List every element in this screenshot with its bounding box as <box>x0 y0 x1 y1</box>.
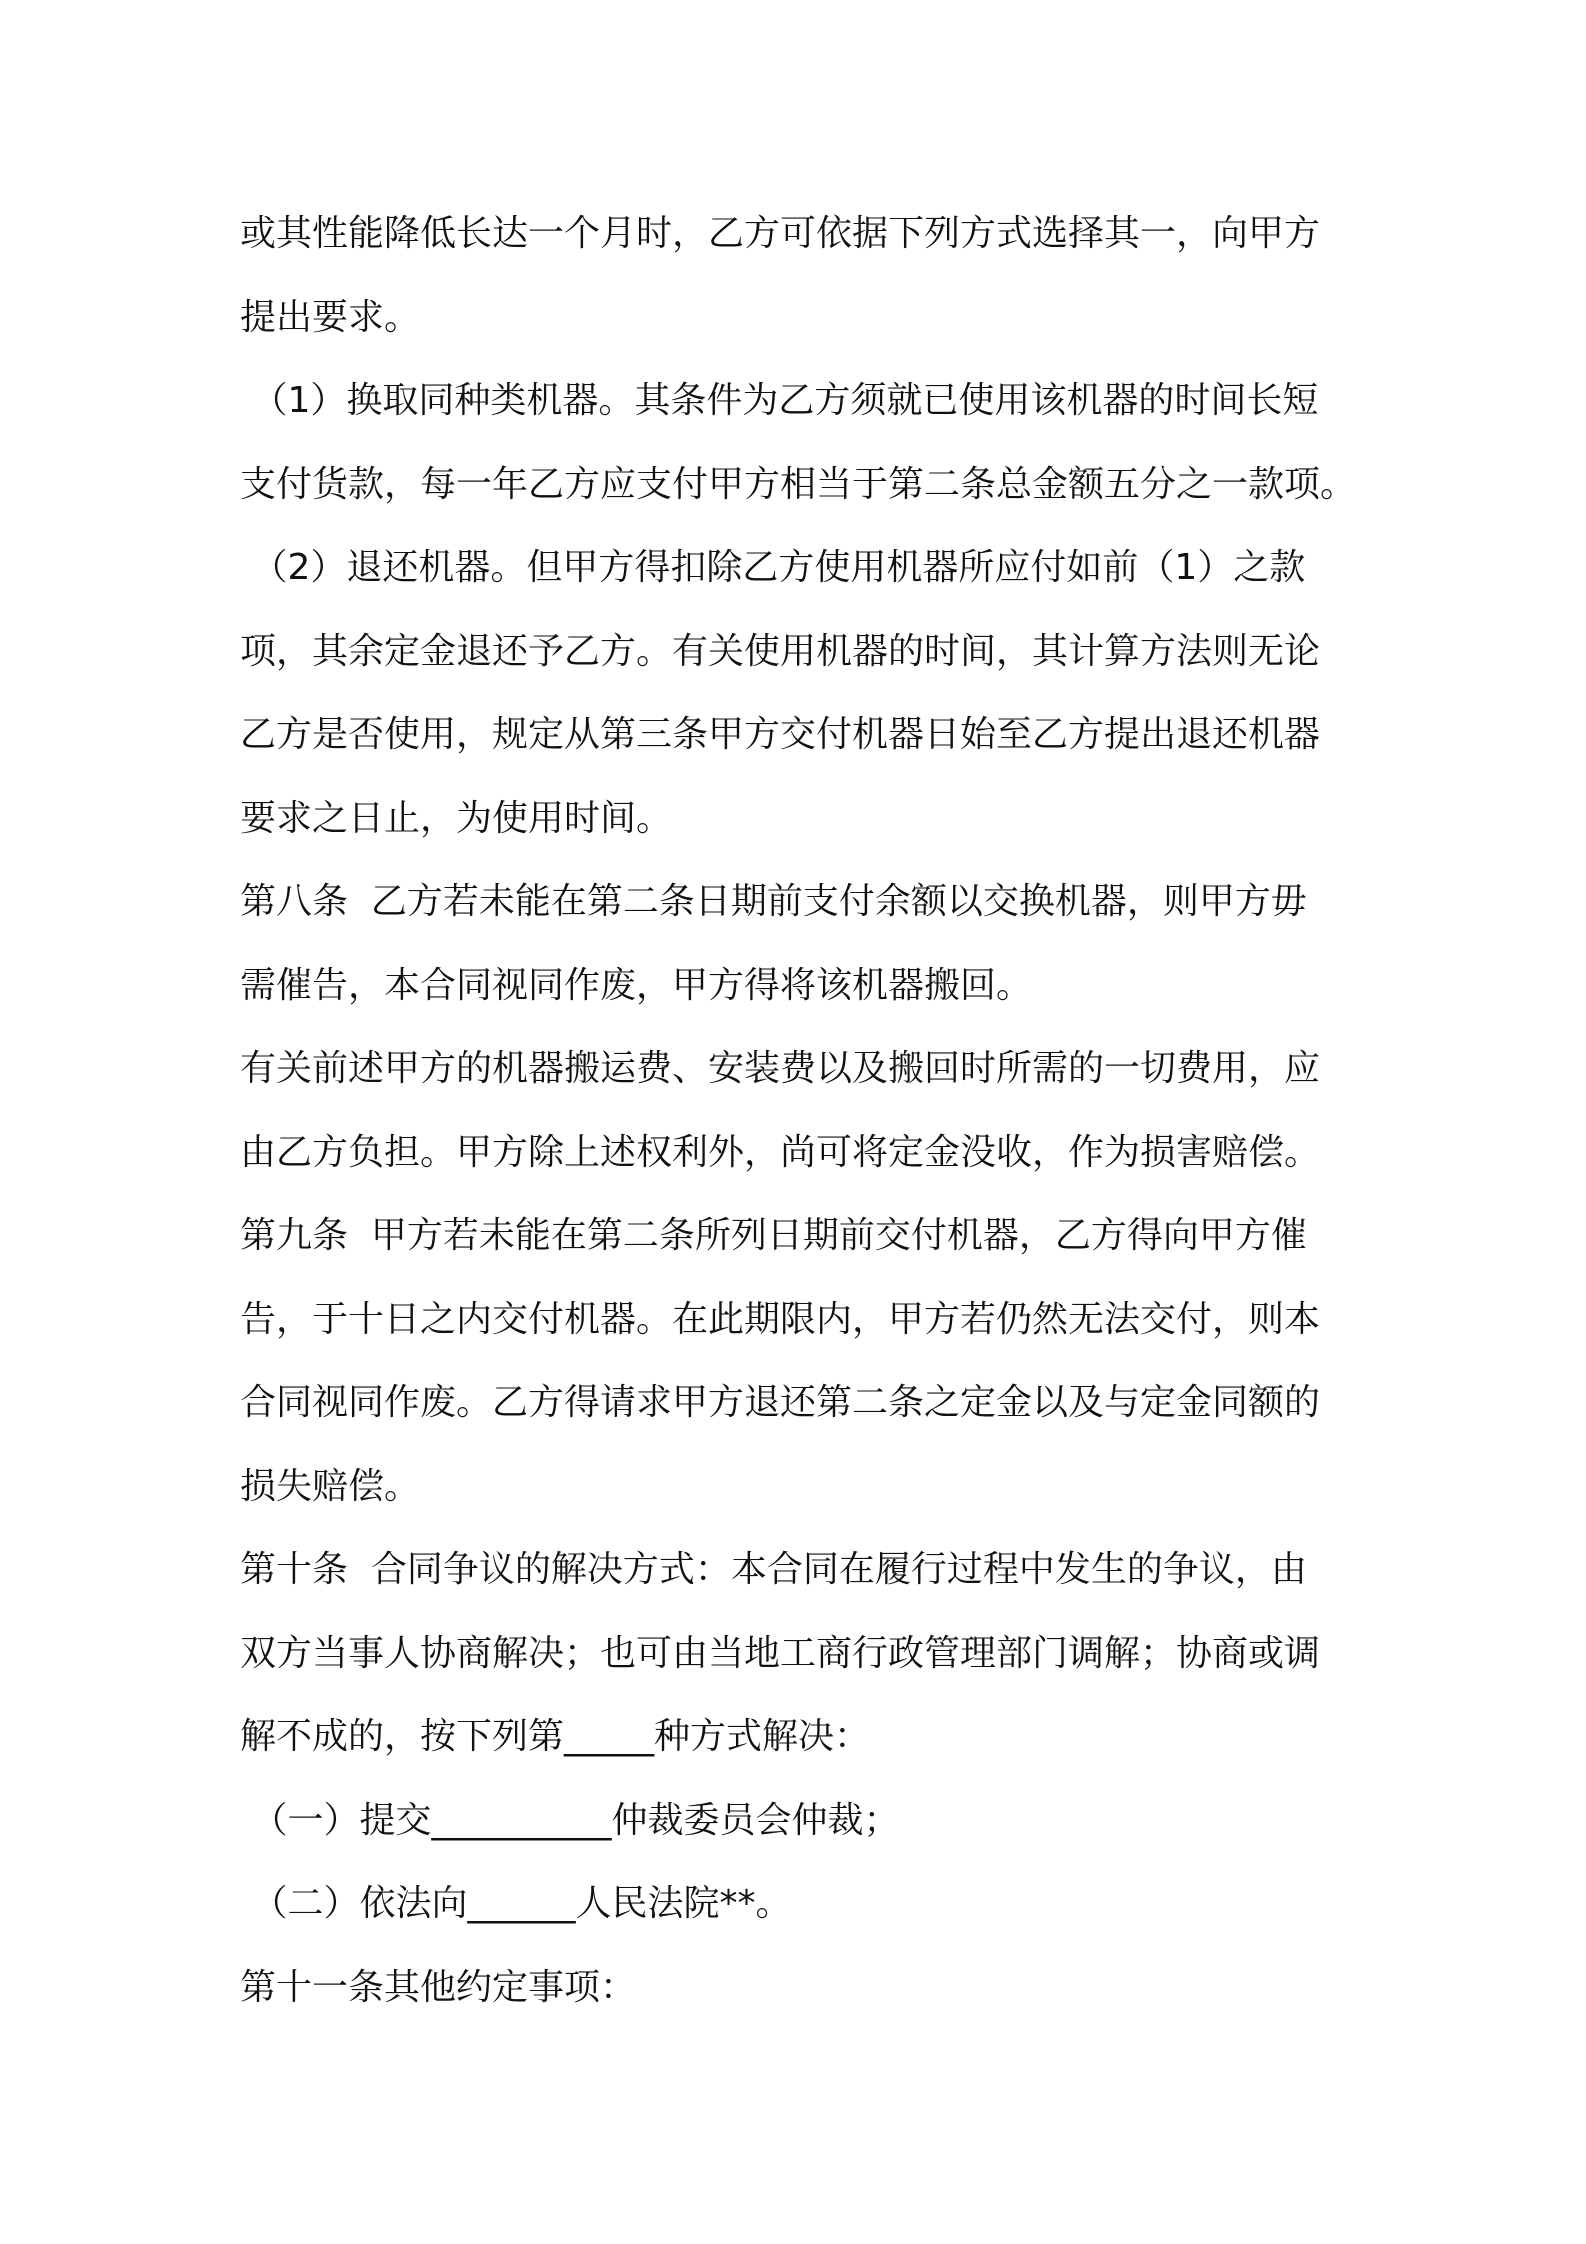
text-line: 支付货款，每一年乙方应支付甲方相当于第二条总金额五分之一款项。 <box>240 463 1357 505</box>
text-line: 有关前述甲方的机器搬运费、安装费以及搬回时所需的一切费用，应 <box>240 1048 1321 1089</box>
article-10-heading-line: 第十条 合同争议的解决方式：本合同在履行过程中发生的争议，由 <box>240 1549 1307 1590</box>
text-line: 项，其余定金退还予乙方。有关使用机器的时间，其计算方法则无论 <box>240 630 1321 672</box>
text-line: 解不成的，按下列第_____种方式解决： <box>240 1716 871 1757</box>
text-line: 乙方是否使用，规定从第三条甲方交付机器日始至乙方提出退还机器 <box>240 714 1321 755</box>
text-line: （2）退还机器。但甲方得扣除乙方使用机器所应付如前（1）之款 <box>240 547 1306 588</box>
text-line: 告，于十日之内交付机器。在此期限内，甲方若仍然无法交付，则本 <box>240 1298 1321 1340</box>
text-line: 由乙方负担。甲方除上述权利外，尚可将定金没收，作为损害赔偿。 <box>240 1131 1321 1173</box>
text-line: 合同视同作废。乙方得请求甲方退还第二条之定金以及与定金同额的 <box>240 1382 1321 1423</box>
document-body <box>240 192 1370 2029</box>
article-11-heading-line: 第十一条其他约定事项： <box>240 1966 637 2008</box>
text-line: 需催告，本合同视同作废，甲方得将该机器搬回。 <box>240 964 1033 1006</box>
text-line: 要求之日止，为使用时间。 <box>240 797 673 839</box>
article-9-heading-line: 第九条 甲方若未能在第二条所列日期前交付机器，乙方得向甲方催 <box>240 1215 1307 1256</box>
text-line: 或其性能降低长达一个月时，乙方可依据下列方式选择其一，向甲方 <box>240 213 1321 254</box>
option-one-line: （一）提交__________仲裁委员会仲裁； <box>240 1799 900 1841</box>
text-line: 损失赔偿。 <box>240 1465 421 1507</box>
text-line: 提出要求。 <box>240 296 421 338</box>
option-two-line: （二）依法向______人民法院**。 <box>240 1883 792 1924</box>
text-line: （1）换取同种类机器。其条件为乙方须就已使用该机器的时间长短 <box>240 380 1319 421</box>
article-8-heading-line: 第八条 乙方若未能在第二条日期前支付余额以交换机器，则甲方毋 <box>240 881 1307 922</box>
text-line: 双方当事人协商解决；也可由当地工商行政管理部门调解；协商或调 <box>240 1632 1321 1674</box>
